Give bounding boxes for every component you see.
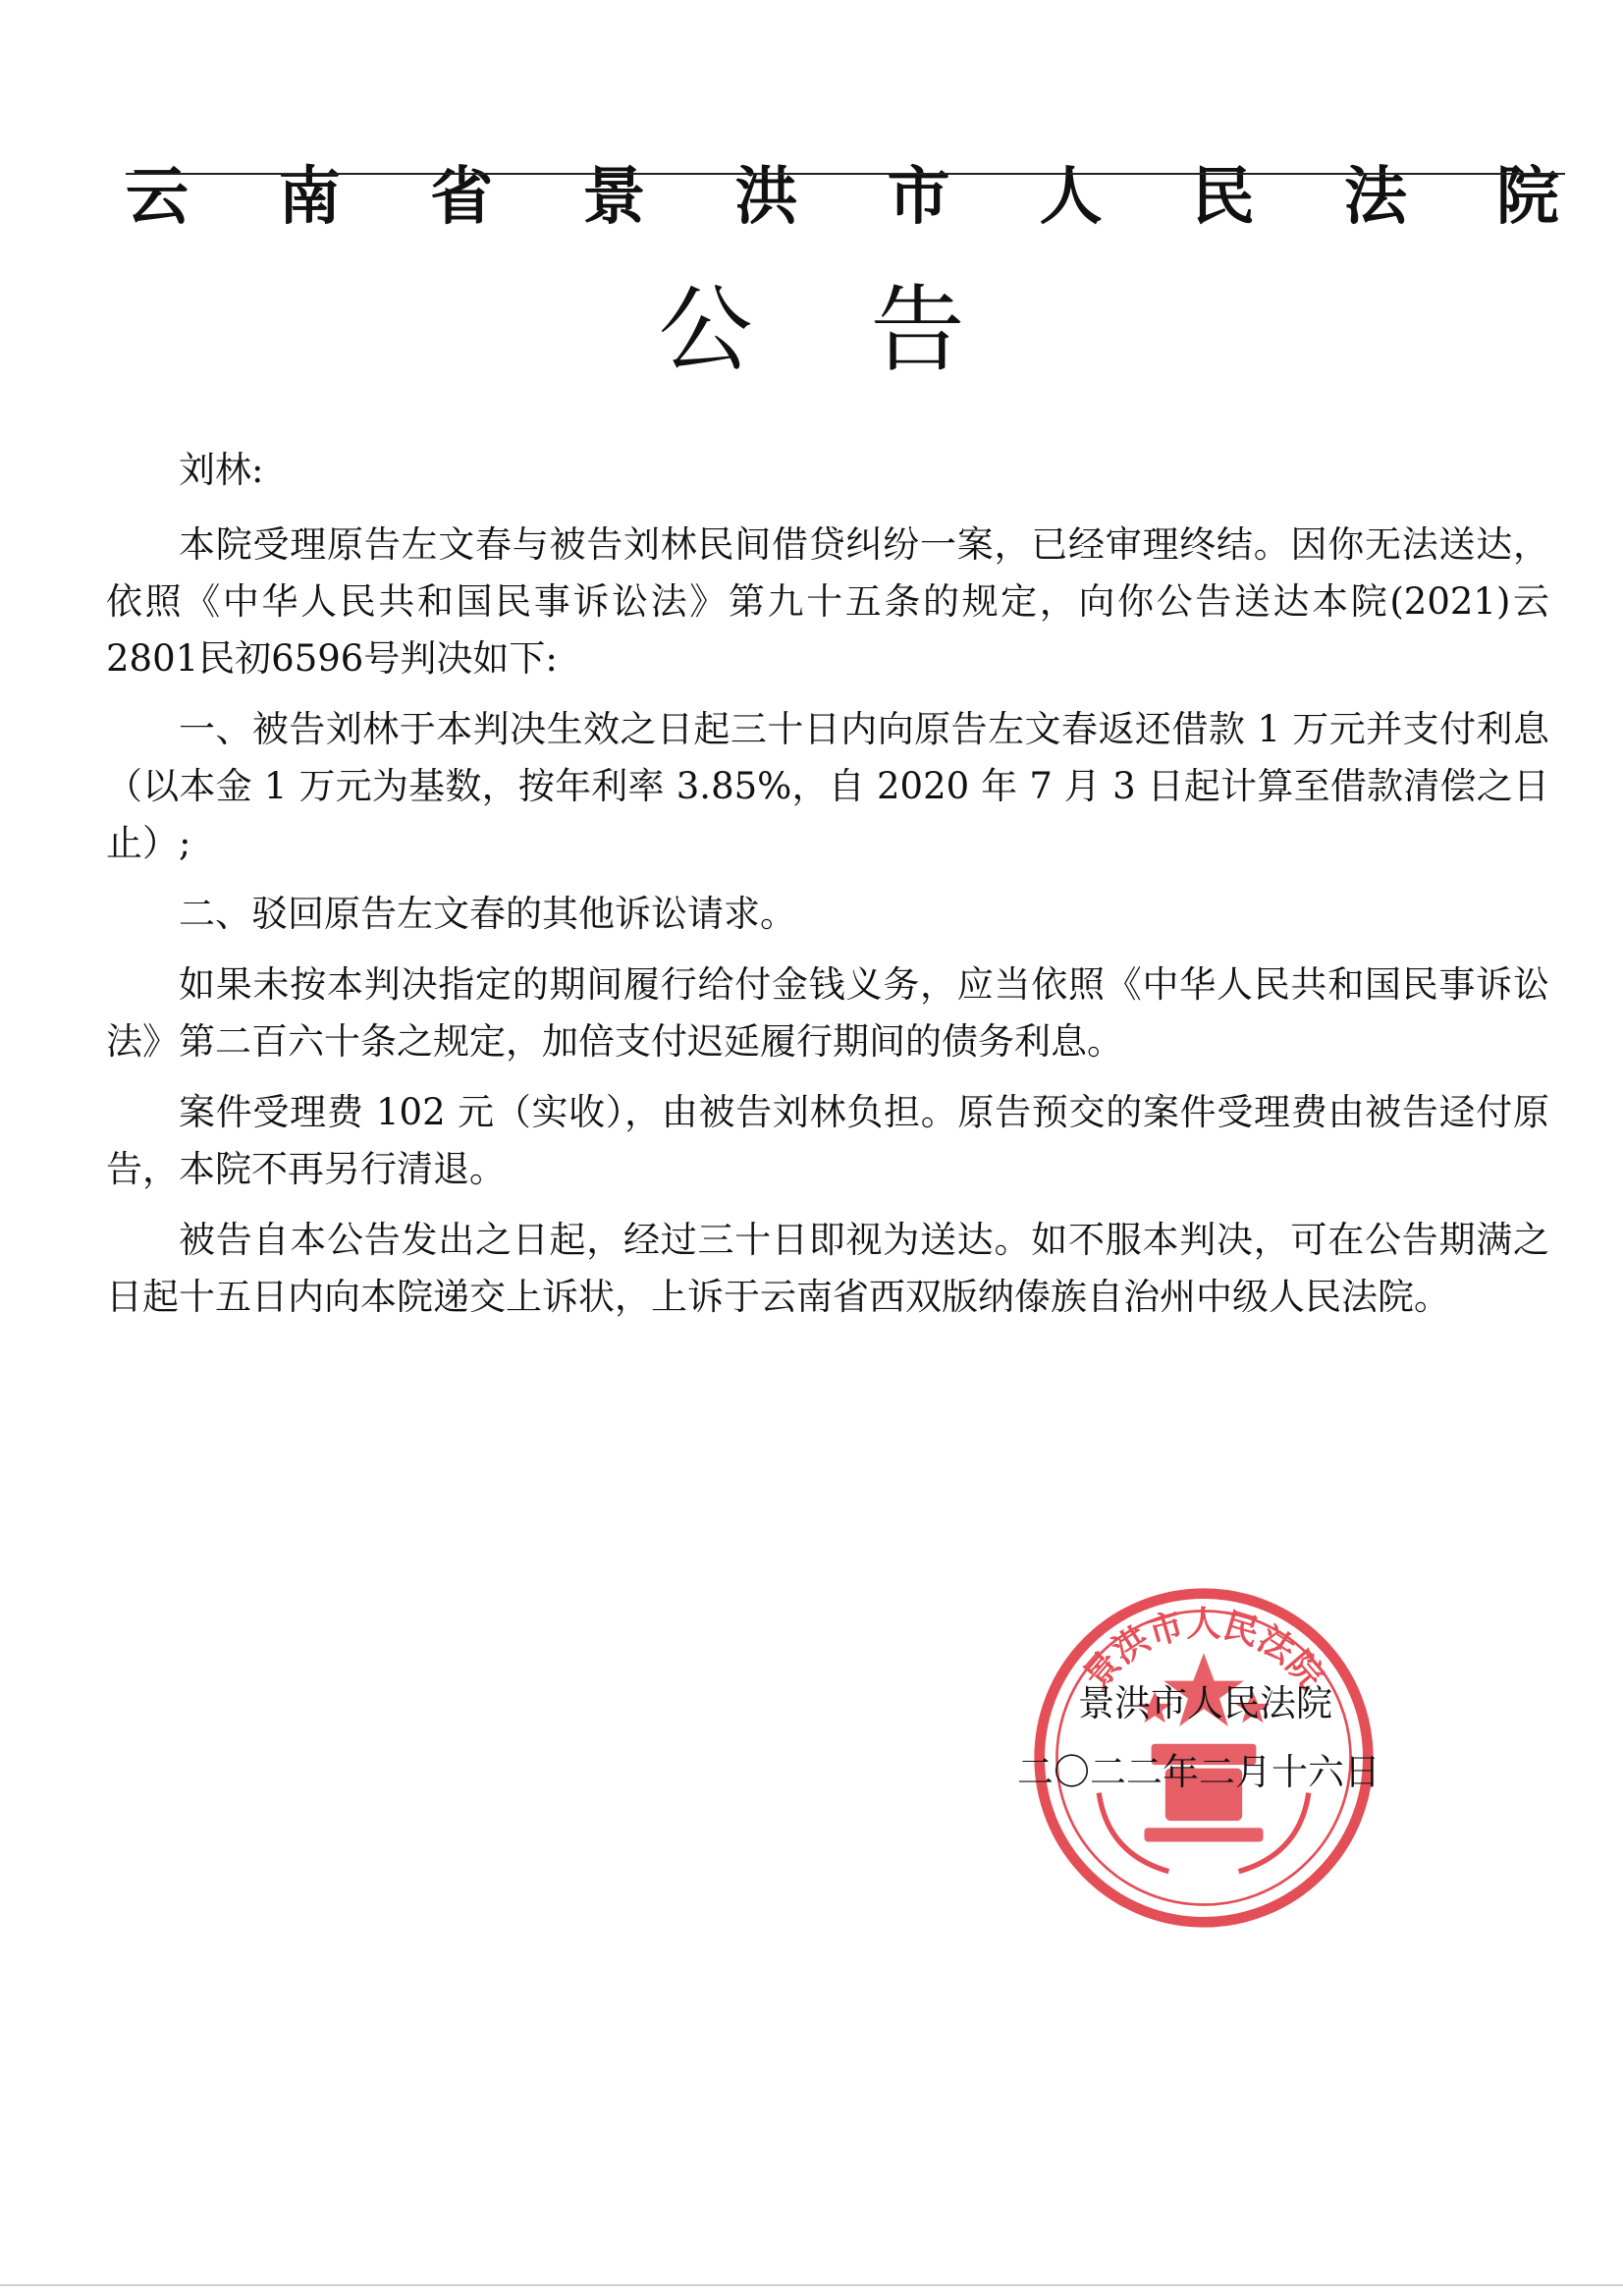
court-name-char: 南 [278,160,342,234]
judgment-item-2: 二、驳回原告左文春的其他诉讼请求。 [179,893,796,935]
court-name-char: 人 [1039,160,1103,234]
court-name-char: 省 [430,160,494,234]
judgment-item-1: 一、被告刘林于本判决生效之日起三十日内向原告左文春返还借款 1 万元并支付利息（以本金 1 万元为基数，按年利率 3.85%，自 2020 年 7 月 3 日起计算至借款清偿之日止）; [106,708,1549,864]
announcement-body [106,442,1549,1339]
body-paragraph: 被告自本公告发出之日起，经过三十日即视为送达。如不服本判决，可在公告期满之日起十五日内向本院递交上诉状，上诉于云南省西双版纳傣族自治州中级人民法院。 [106,1219,1549,1318]
court-name-char: 市 [887,160,950,234]
court-name-char: 云 [126,160,189,234]
signature-block [1017,1669,1430,1807]
signature-date: 二〇二二年二月十六日 [1017,1751,1380,1793]
body-paragraph: 如果未按本判决指定的期间履行给付金钱义务，应当依照《中华人民共和国民事诉讼法》第二百六十条之规定，加倍支付迟延履行期间的债务利息。 [106,963,1549,1063]
page-bottom-edge [0,2284,1623,2286]
signing-court: 景洪市人民法院 [1078,1682,1332,1724]
court-name-header [126,147,1559,236]
court-name-char: 民 [1191,160,1255,234]
body-paragraph: 案件受理费 102 元（实收），由被告刘林负担。原告预交的案件受理费由被告迳付原告，本院不再另行清退。 [106,1091,1549,1190]
seal-text: 景洪市人民法院 [1075,1604,1332,1697]
body-paragraph: 本院受理原告左文春与被告刘林民间借贷纠纷一案，已经审理终结。因你无法送达，依照《中华人民共和国民事诉讼法》第九十五条的规定，向你公告送达本院(2021)云2801民初6596号判决如下: [106,523,1549,680]
header-rule [126,173,1565,175]
document-title: 公告 [658,275,1083,385]
court-name-char: 法 [1343,160,1407,234]
court-name-char: 院 [1495,160,1559,234]
court-name-char: 景 [582,160,646,234]
court-name-char: 洪 [734,160,798,234]
salutation: 刘林: [179,449,264,491]
